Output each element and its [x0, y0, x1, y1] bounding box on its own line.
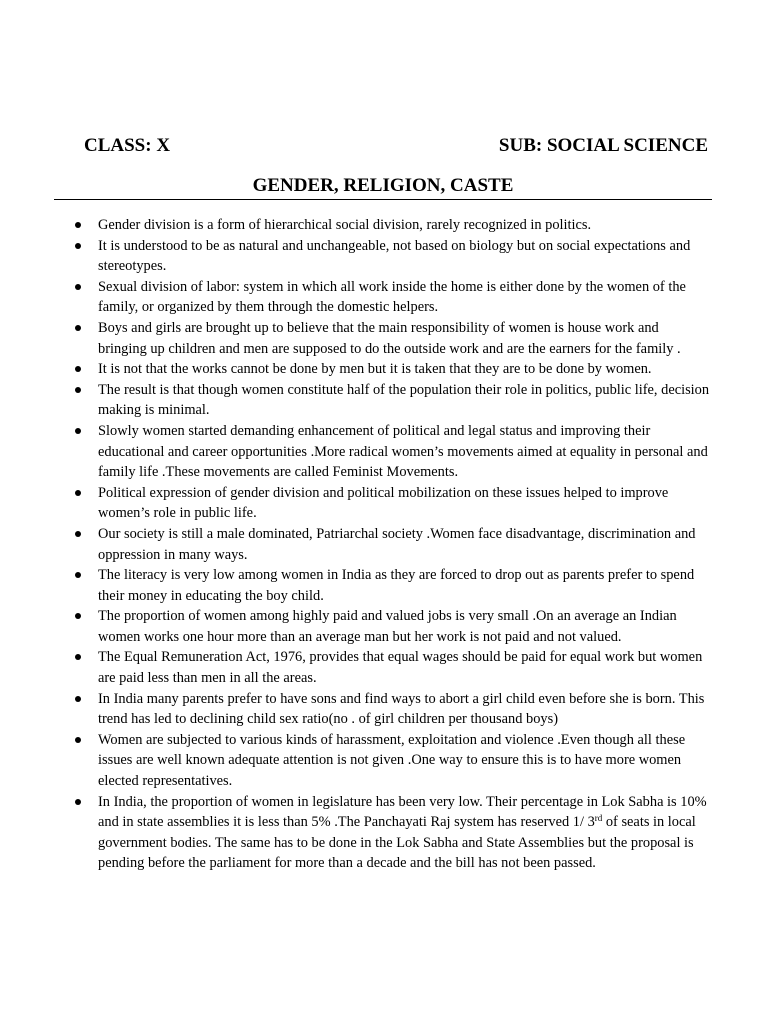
- list-item: [98, 730, 710, 792]
- list-item-text: In India many parents prefer to have sons and find ways to abort a girl child even before she is born. This trend has led to declining child sex ratio(no . of girl children per thousand boys): [98, 690, 705, 728]
- list-item: [98, 421, 710, 483]
- list-item-text: It is understood to be as natural and unchangeable, not based on biology but on social expectations and stereotypes.: [98, 237, 691, 275]
- list-item: [98, 565, 710, 606]
- bullet-icon: [75, 366, 81, 372]
- list-item-text: Women are subjected to various kinds of harassment, exploitation and violence .Even though all these issues are well known adequate attention is not given .One way to ensure this is to have more women elected representatives.: [98, 731, 686, 790]
- list-item-text-part: of seats in local government bodies. The same has to be done in the Lok Sabha and State Assemblies but the proposal is pending before the parliament for more than a decade and the bill has not been passed.: [98, 814, 696, 872]
- bullet-icon: [75, 572, 81, 578]
- document-title: GENDER, RELIGION, CASTE: [252, 175, 514, 196]
- list-item: [98, 792, 710, 874]
- list-item-text: The Equal Remuneration Act, 1976, provides that equal wages should be paid for equal work but women are paid less than men in all the areas.: [98, 649, 703, 687]
- bullet-icon: [75, 428, 81, 434]
- list-item: [98, 524, 710, 565]
- list-item-text: The literacy is very low among women in India as they are forced to drop out as parents prefer to spend their money in educating the boy child.: [98, 567, 695, 604]
- bullet-icon: [75, 284, 81, 290]
- title-underline: [54, 199, 712, 200]
- list-item: [98, 236, 710, 277]
- bullet-icon: [75, 222, 81, 228]
- list-item-text: The result is that though women constitute half of the population their role in politics, public life, decision making is minimal.: [98, 381, 710, 419]
- bullet-icon: [75, 387, 81, 393]
- list-item-text: Sexual division of labor: system in which all work inside the home is either done by the women of the family, or organized by them through the domestic helpers.: [98, 278, 686, 316]
- list-item: [98, 318, 710, 359]
- list-item: [98, 606, 710, 647]
- list-item: [98, 483, 710, 524]
- list-item-text: Our society is still a male dominated, Patriarchal society .Women face disadvantage, discrimination and oppression in many ways.: [98, 525, 696, 563]
- list-item: [98, 359, 710, 380]
- list-item: [98, 277, 710, 318]
- list-item-text: Slowly women started demanding enhancement of political and legal status and improving their educational and career opportunities .More radical women’s movements aimed at equality in personal and family life .These movements are called Feminist Movements.: [98, 422, 708, 481]
- list-item: [98, 215, 710, 236]
- list-item-text: Political expression of gender division and political mobilization on these issues helped to improve women’s role in public life.: [98, 484, 669, 522]
- list-item: [98, 689, 710, 730]
- document-header: [84, 133, 708, 159]
- list-item-text: Gender division is a form of hierarchical social division, rarely recognized in politics.: [98, 217, 592, 233]
- bullet-icon: [75, 490, 81, 496]
- bullet-icon: [75, 799, 81, 805]
- bullet-icon: [75, 737, 81, 743]
- list-item: [98, 647, 710, 688]
- subject-label: SUB: SOCIAL SCIENCE: [498, 135, 708, 156]
- bullet-icon: [75, 325, 81, 331]
- list-item-text: It is not that the works cannot be done by men but it is taken that they are to be done by women.: [98, 361, 652, 378]
- superscript: rd: [594, 813, 603, 824]
- list-item-text: The proportion of women among highly paid and valued jobs is very small .On an average an Indian women works one hour more than an average man but her work is not paid and not valued.: [98, 608, 677, 645]
- list-item: [98, 380, 710, 421]
- bullet-icon: [75, 654, 81, 660]
- list-item-text: Boys and girls are brought up to believe that the main responsibility of women is house work and bringing up children and men are supposed to do the outside work and are the earners for the family .: [98, 319, 681, 357]
- bullet-icon: [75, 243, 81, 249]
- bullet-icon: [75, 531, 81, 537]
- bullet-list: [98, 215, 710, 874]
- bullet-icon: [75, 696, 81, 702]
- list-item-text: [98, 794, 707, 872]
- bullet-icon: [75, 613, 81, 619]
- list-item-text-part: In India, the proportion of women in legislature has been very low. Their percentage in Lok Sabha is 10% and in state assemblies it is less than 5% .The Panchayati Raj system has reserved 1/ 3: [98, 793, 707, 831]
- class-label: CLASS: X: [84, 135, 171, 156]
